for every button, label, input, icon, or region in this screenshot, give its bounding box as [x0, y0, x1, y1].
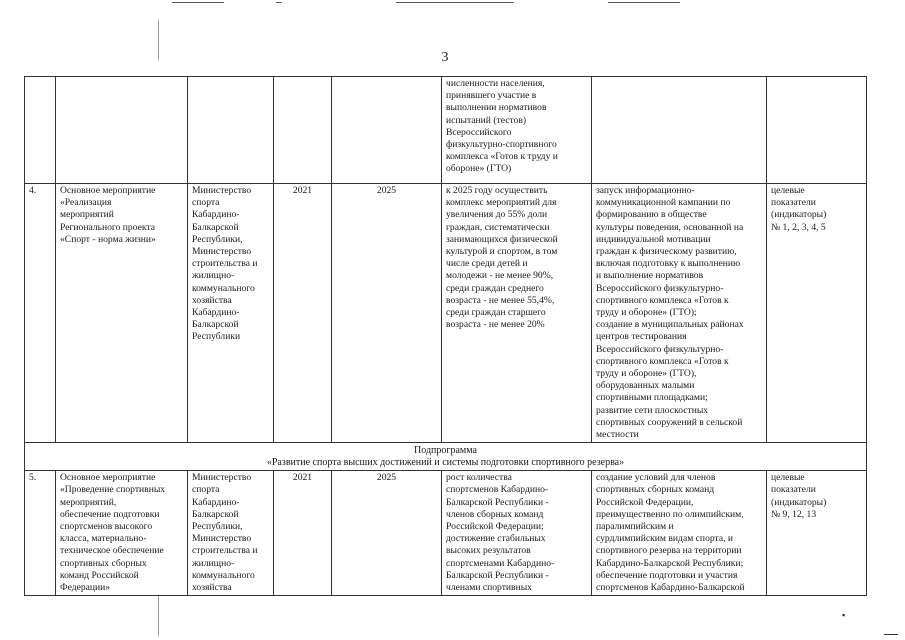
- indicators-text: целевые показатели (индикаторы) № 9, 12, 13: [771, 472, 827, 520]
- binding-mark: [158, 20, 159, 60]
- cell-indicators: [767, 184, 867, 443]
- expected-result-text: к 2025 году осуществить комплекс мероприятий для увеличения до 55% доли граждан, систематически занимающихся физической культурой и спортом, в том числе среди детей и молодежи - не менее 90%, среди граждан среднего возраста - не менее 55,4%, среди граждан старшего возраста - не менее 20%: [446, 185, 558, 331]
- cell-end: 2025: [332, 471, 442, 596]
- directions-text: создание условий для членов спортивных сборных команд Российской Федерации, преимущественно по олимпийским, паралимпийским и сурдлимпийским видам спорта, и спортивного резерва на территории Кабардино-Балкарской Республики; обеспечение подготовки и участия спортсменов Кабардино-Балкарской: [596, 472, 745, 594]
- cell-name: [56, 184, 188, 443]
- binding-mark: [158, 596, 159, 636]
- measure-name: Основное мероприятие «Проведение спортивных мероприятий, обеспечение подготовки спортсменов высокого класса, материально- техническое обеспечение спортивных сборных команд Российской Федерации»: [60, 472, 166, 594]
- cell-end: 2025: [332, 184, 442, 443]
- expected-result-text: численности населения, принявшего участие в выполнении нормативов испытаний (тестов) Всероссийского физкультурно-спортивного комплекса «Готов к труду и обороне» (ГТО): [446, 78, 558, 175]
- cell-start: 2021: [274, 471, 332, 596]
- scan-line: [884, 634, 898, 635]
- table-row-continued: [25, 77, 867, 184]
- scan-line: [276, 2, 282, 3]
- scan-speck: ▪: [842, 610, 846, 620]
- subprogram-name: «Развитие спорта высших достижений и системы подготовки спортивного резерва»: [266, 457, 625, 469]
- table-row-4: [25, 184, 867, 443]
- subprogram-cell: [25, 443, 867, 471]
- cell-result: [442, 77, 592, 184]
- program-measures-table: [24, 76, 867, 596]
- cell-start: [274, 77, 332, 184]
- cell-indicators: [767, 471, 867, 596]
- cell-num: 4.: [25, 184, 56, 443]
- scan-line: [396, 2, 514, 3]
- cell-num: [25, 77, 56, 184]
- cell-executor: [188, 184, 274, 443]
- cell-directions: [592, 77, 767, 184]
- subprogram-title: Подпрограмма: [414, 445, 477, 457]
- cell-executor: [188, 77, 274, 184]
- cell-result: [442, 471, 592, 596]
- cell-end: [332, 77, 442, 184]
- indicators-text: целевые показатели (индикаторы) № 1, 2, 3, 4, 5: [771, 185, 827, 233]
- scan-line: [608, 2, 680, 3]
- cell-executor: [188, 471, 274, 596]
- directions-text: запуск информационно- коммуникационной кампании по формированию в обществе культуры поведения, основанной на индивидуальной мотивации граждан к физическому развитию, включая подготовку к выполнению и выполнение нормативов Всероссийского физкультурно- спортивного комплекса «Готов к труду и обороне» (ГТО); создание в муниципальных районах центров тестирования Всероссийского физкультурно- спортивного комплекса «Готов к труду и обороне» (ГТО), оборудованных малыми спортивными площадками; развитие сети плоскостных спортивных сооружений в сельской местности: [596, 185, 744, 441]
- cell-directions: [592, 471, 767, 596]
- cell-name: [56, 471, 188, 596]
- page-number: 3: [441, 50, 449, 65]
- cell-indicators: [767, 77, 867, 184]
- cell-directions: [592, 184, 767, 443]
- cell-name: [56, 77, 188, 184]
- executor-text: Министерство спорта Кабардино- Балкарской Республики, Министерство строительства и жилищно- коммунального хозяйства: [192, 472, 258, 594]
- expected-result-text: рост количества спортсменов Кабардино- Балкарской Республики - членов сборных команд Российской Федерации; достижение стабильных высоких результатов спортсменами Кабардино- Балкарской Республики - членами спортивных: [446, 472, 555, 594]
- scan-line: [172, 2, 224, 3]
- cell-num: 5.: [25, 471, 56, 596]
- table-row-5: [25, 471, 867, 596]
- subprogram-row: [25, 443, 867, 471]
- executor-text: Министерство спорта Кабардино- Балкарской Республики, Министерство строительства и жилищно- коммунального хозяйства Кабардино- Балкарской Республики: [192, 185, 258, 343]
- measure-name: Основное мероприятие «Реализация мероприятий Регионального проекта «Спорт - норма жизни»: [60, 185, 156, 245]
- cell-result: [442, 184, 592, 443]
- cell-start: 2021: [274, 184, 332, 443]
